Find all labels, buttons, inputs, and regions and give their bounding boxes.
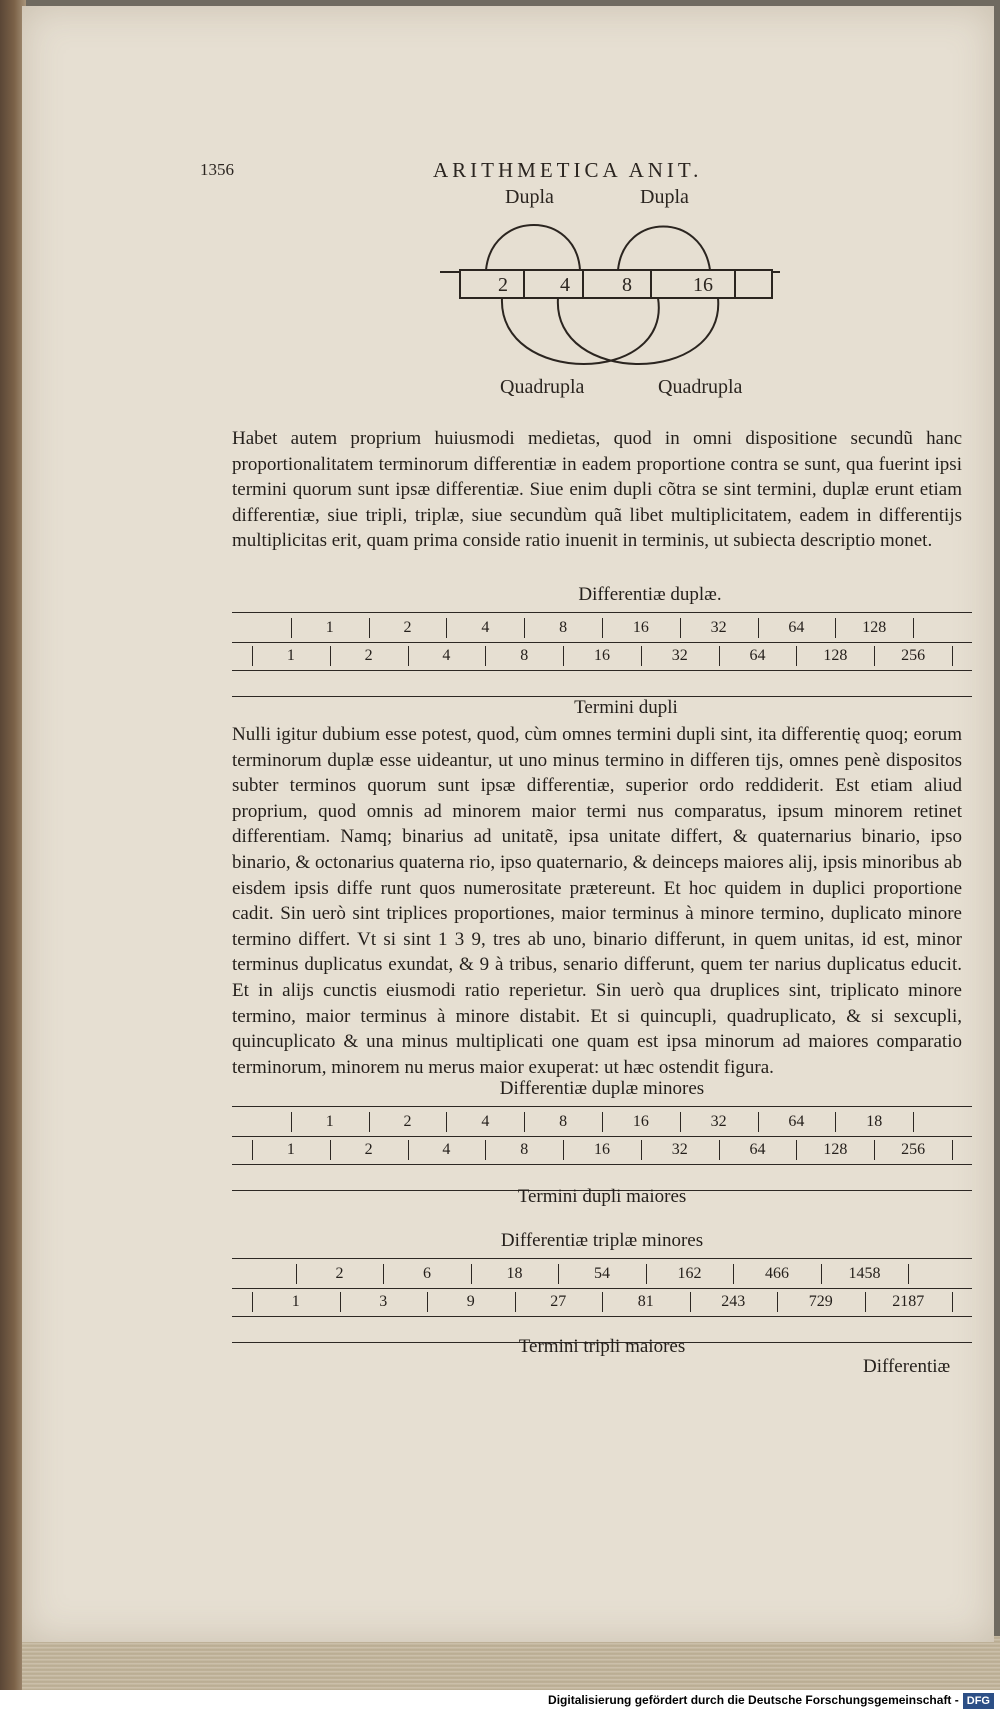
table-cell: 128 bbox=[823, 647, 848, 664]
table-cell: 162 bbox=[677, 1265, 702, 1282]
diagram-top-label-2: Dupla bbox=[640, 186, 689, 208]
book-edge-bottom bbox=[22, 1636, 1000, 1696]
table-cell: 27 bbox=[550, 1293, 567, 1310]
difference-row bbox=[242, 1109, 962, 1135]
table-cell: 1 bbox=[325, 619, 334, 636]
table-cell: 64 bbox=[749, 647, 766, 664]
table-cell: 2187 bbox=[892, 1293, 925, 1310]
running-header: ARITHMETICA ANIT. bbox=[433, 158, 703, 182]
term-row bbox=[242, 1289, 962, 1315]
upper-arc-2 bbox=[618, 227, 710, 271]
table-cell: 64 bbox=[788, 1113, 805, 1130]
table-cell: 32 bbox=[671, 647, 688, 664]
table-cell: 18 bbox=[506, 1265, 523, 1282]
table-cell: 8 bbox=[559, 1113, 568, 1130]
table-cell: 3 bbox=[379, 1293, 388, 1310]
table-cell: 81 bbox=[637, 1293, 654, 1310]
cell-divider bbox=[913, 618, 914, 638]
table-cell: 1 bbox=[286, 1141, 295, 1158]
table-cell: 256 bbox=[901, 1141, 926, 1158]
table1-bottom-caption: Termini dupli bbox=[574, 697, 678, 718]
diagram-top-label-1: Dupla bbox=[505, 186, 554, 208]
table-cell: 32 bbox=[671, 1141, 688, 1158]
rule-line bbox=[232, 670, 972, 671]
term-row bbox=[242, 643, 962, 669]
catchword: Differentiæ bbox=[863, 1356, 951, 1377]
term-row bbox=[242, 1137, 962, 1163]
table-cell: 128 bbox=[823, 1141, 848, 1158]
table-cell: 54 bbox=[594, 1265, 610, 1282]
table-cell: 18 bbox=[866, 1113, 883, 1130]
table-cell: 64 bbox=[788, 619, 805, 636]
table-cell: 16 bbox=[593, 1141, 610, 1158]
table-cell: 1 bbox=[325, 1113, 334, 1130]
cell-divider bbox=[908, 1264, 909, 1284]
lower-arc-2 bbox=[558, 298, 718, 364]
table-cell: 1458 bbox=[848, 1265, 881, 1282]
difference-row bbox=[242, 615, 962, 641]
table-cell: 9 bbox=[466, 1293, 475, 1310]
table-cell: 4 bbox=[481, 1113, 490, 1130]
table-cell: 16 bbox=[632, 1113, 649, 1130]
table-cell: 256 bbox=[901, 647, 926, 664]
table3-bottom-caption: Termini tripli maiores bbox=[518, 1336, 686, 1357]
table-cell: 2 bbox=[403, 619, 412, 636]
diagram-bottom-label-1: Quadrupla bbox=[500, 376, 585, 398]
rule-line bbox=[232, 1258, 972, 1259]
rule-line bbox=[232, 1106, 972, 1107]
diagram-term-1: 2 bbox=[498, 274, 508, 296]
cell-divider bbox=[952, 1292, 953, 1312]
cell-divider bbox=[952, 1140, 953, 1160]
rule-line bbox=[232, 1164, 972, 1165]
table-cell: 8 bbox=[520, 647, 529, 664]
rule-line bbox=[232, 612, 972, 613]
table-cell: 8 bbox=[520, 1141, 529, 1158]
table-1 bbox=[242, 612, 962, 696]
paragraph-1: Habet autem proprium huiusmodi medietas, quod in omni dispositione secundũ hanc proportionalitatem terminorum differentiæ in eadem proportione contra se sunt, qua fuerint ipsi termini quorum sunt ipsæ differentiæ. Siue enim dupli cõtra se sint termini, duplæ erunt etiam differentiæ, siue tripli, triplæ, siue secundùm quã libet multiplicitatem, eadem in differentijs multiplicitas erit, quam prima conside ratio inuenit in terminis, ut subiecta descriptio monet. bbox=[232, 428, 962, 552]
cell-divider bbox=[913, 1112, 914, 1132]
table-cell: 243 bbox=[721, 1293, 746, 1310]
table-cell: 1 bbox=[286, 647, 295, 664]
diagram-term-4: 16 bbox=[693, 274, 713, 296]
table-cell: 6 bbox=[423, 1265, 431, 1282]
table-cell: 2 bbox=[364, 1141, 373, 1158]
table-cell: 128 bbox=[862, 619, 887, 636]
table-cell: 32 bbox=[710, 619, 727, 636]
table-cell: 466 bbox=[765, 1265, 789, 1282]
table-cell: 16 bbox=[632, 619, 649, 636]
table-cell: 1 bbox=[291, 1293, 300, 1310]
paragraph-2: Nulli igitur dubium esse potest, quod, cùm omnes termini dupli sint, ita differentię quoq; eorum terminorum duplæ esse uideantur, ut uno minus termino in differen tijs, omnes penè dispositos subter terminos quorum sunt ipsæ differentiæ, superior ordo reddiderit. Est etiam aliud proprium, quod omnis ad minorem maior termi nus comparatus, ipsum minorem retinet differentiam. Namq; binarius ad unitatẽ, ipsa unitate differt, & quaternarius binario, ipso binario, & octonarius quaterna rio, ipso quaternario, & deinceps maiores alij, ipsis minoribus ab eisdem ipsis diffe runt quos numerositate prætereunt. Et hoc quidem in duplici proportione cadit. Sin uerò sint triplices proportiones, maior terminus à minore termino, duplicato minore termino differt. Vt si sint 1 3 9, tres ab uno, binario differunt, in quem unitas, id est, minor terminus duplicatus exundat, & 9 à tribus, senario differunt, quem ter narius duplicatus educit. Et in alijs cunctis eiusmodi ratio reperietur. Sin uerò qua druplices sint, triplicato minore termino, maior terminus à minore distabit. Et si quincupli, quadruplicato, & si sexcupli, quincuplicato & una minus multiplicati one quam est ipsa minorum ad maiores comparatio terminorum, minorem nu merus maior exuperat: ut hæc ostendit figura. bbox=[232, 724, 962, 1078]
table-cell: 729 bbox=[808, 1293, 833, 1310]
footer-text: Digitalisierung gefördert durch die Deutsche Forschungsgemeinschaft - bbox=[548, 1693, 959, 1707]
diagram-bottom-label-2: Quadrupla bbox=[658, 376, 743, 398]
cell-divider bbox=[952, 646, 953, 666]
table1-top-caption: Differentiæ duplæ. bbox=[578, 584, 722, 605]
lower-arc-1 bbox=[502, 298, 659, 364]
table-cell: 4 bbox=[442, 647, 451, 664]
difference-row bbox=[242, 1261, 962, 1287]
table-cell: 4 bbox=[481, 619, 490, 636]
table-3 bbox=[242, 1258, 962, 1342]
footer-bar bbox=[0, 1690, 1000, 1711]
table-cell: 2 bbox=[364, 647, 373, 664]
table-cell: 32 bbox=[710, 1113, 727, 1130]
table-cell: 4 bbox=[442, 1141, 451, 1158]
table-cell: 16 bbox=[593, 647, 610, 664]
upper-arc-1 bbox=[486, 225, 580, 270]
table-cell: 8 bbox=[559, 619, 568, 636]
table2-bottom-caption: Termini dupli maiores bbox=[517, 1186, 687, 1207]
table2-top-caption: Differentiæ duplæ minores bbox=[499, 1078, 705, 1099]
diagram-term-2: 4 bbox=[560, 274, 570, 296]
table-cell: 2 bbox=[335, 1265, 344, 1282]
table3-top-caption: Differentiæ triplæ minores bbox=[500, 1230, 704, 1251]
table-cell: 2 bbox=[403, 1113, 412, 1130]
dfg-logo: DFG bbox=[963, 1693, 994, 1709]
table-2 bbox=[242, 1106, 962, 1190]
diagram-term-3: 8 bbox=[622, 274, 632, 296]
page-number: 1356 bbox=[200, 160, 234, 179]
table-cell: 64 bbox=[749, 1141, 766, 1158]
rule-line bbox=[232, 1316, 972, 1317]
